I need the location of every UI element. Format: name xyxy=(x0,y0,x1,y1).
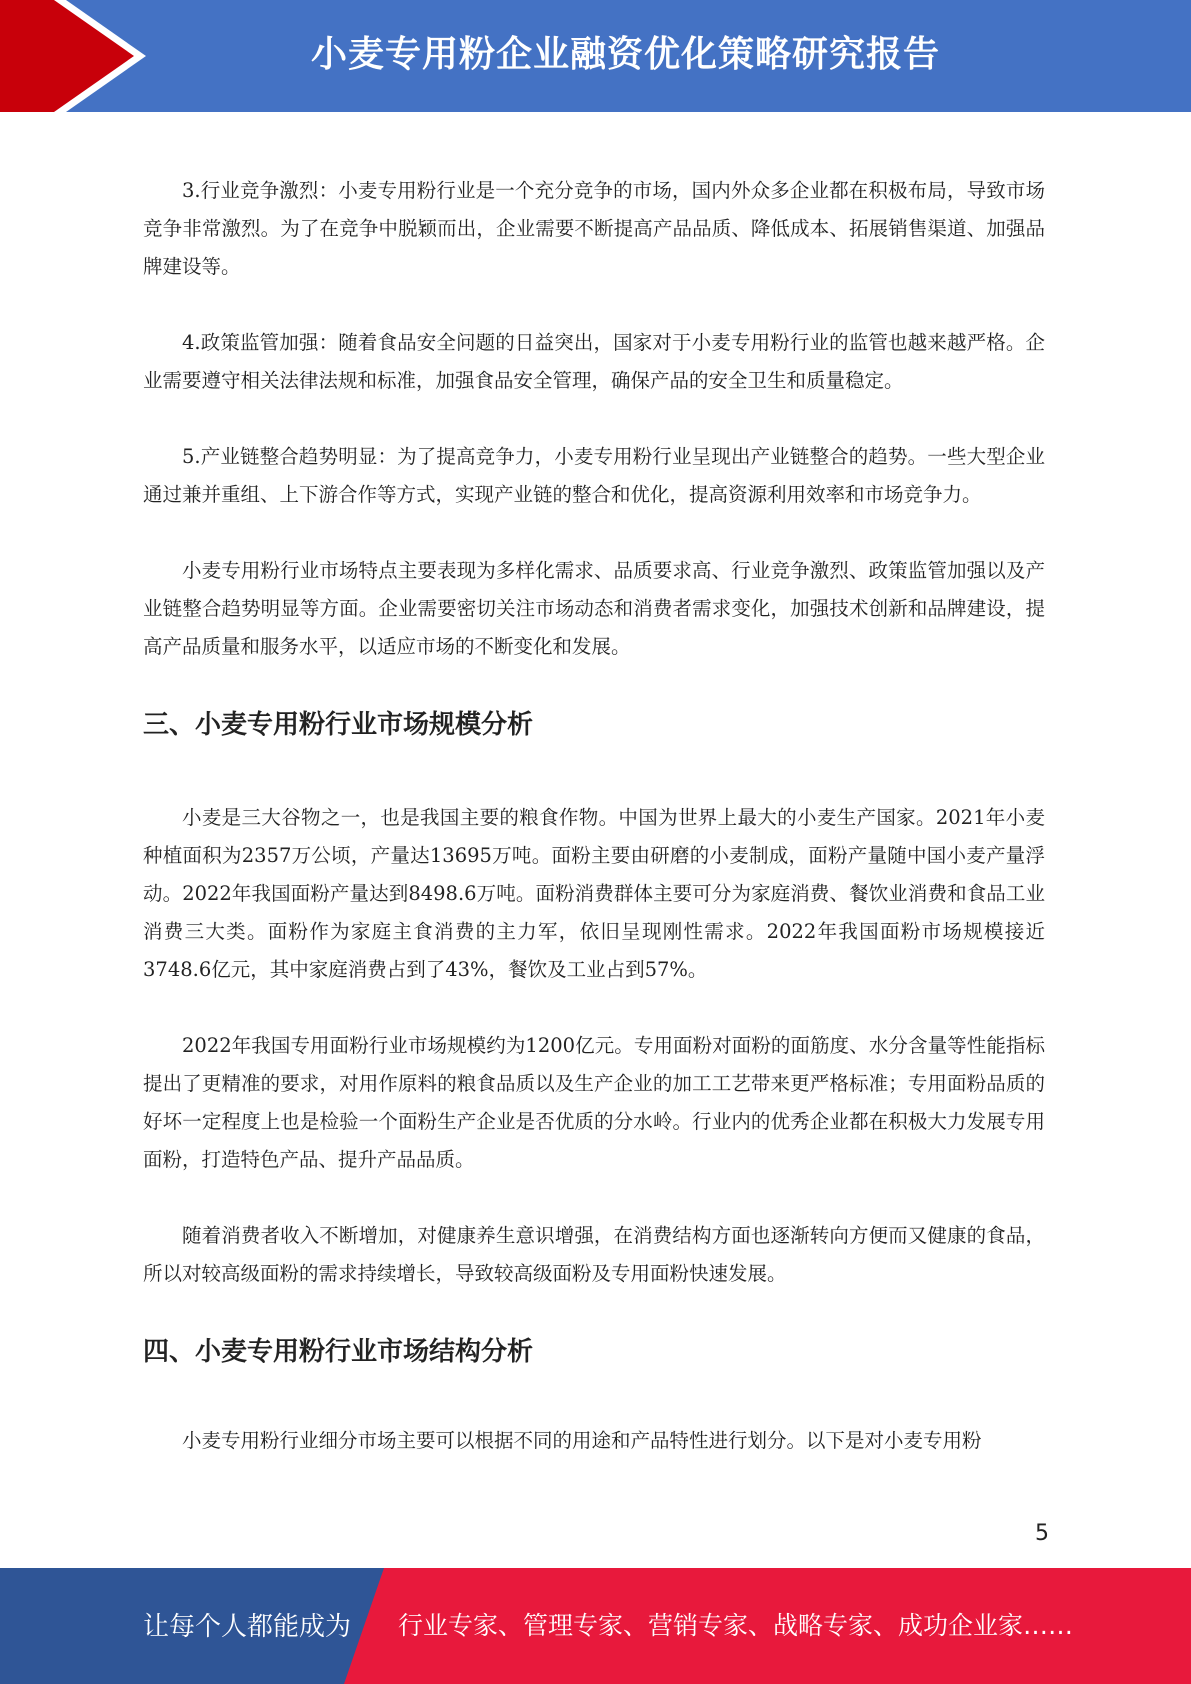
paragraph: 5.产业链整合趋势明显：为了提高竞争力，小麦专用粉行业呈现出产业链整合的趋势。一些大型企业通过兼并重组、上下游合作等方式，实现产业链的整合和优化，提高资源利用效率和市场竞争力。 xyxy=(143,445,1045,506)
paragraph: 3.行业竞争激烈：小麦专用粉行业是一个充分竞争的市场，国内外众多企业都在积极布局，导致市场竞争非常激烈。为了在竞争中脱颖而出，企业需要不断提高产品品质、降低成本、拓展销售渠道、加强品牌建设等。 xyxy=(143,179,1045,278)
section-heading-3: 三、小麦专用粉行业市场规模分析 xyxy=(143,710,534,740)
footer-slogan-right: 行业专家、管理专家、营销专家、战略专家、成功企业家…… xyxy=(398,1611,1074,1640)
chevron-arrow-icon xyxy=(0,0,160,112)
section-heading-4: 四、小麦专用粉行业市场结构分析 xyxy=(143,1337,534,1367)
report-title: 小麦专用粉企业融资优化策略研究报告 xyxy=(310,34,940,75)
paragraph: 小麦是三大谷物之一，也是我国主要的粮食作物。中国为世界上最大的小麦生产国家。2021年小麦种植面积为2357万公顷，产量达13695万吨。面粉主要由研磨的小麦制成，面粉产量随中国小麦产量浮动。2022年我国面粉产量达到8498.6万吨。面粉消费群体主要可分为家庭消费、餐饮业消费和食品工业消费三大类。面粉作为家庭主食消费的主力军，依旧呈现刚性需求。2022年我国面粉市场规模接近3748.6亿元，其中家庭消费占到了43%，餐饮及工业占到57%。 xyxy=(143,806,1045,981)
page-number: 5 xyxy=(1035,1521,1049,1546)
footer-slogan-left: 让每个人都能成为 xyxy=(143,1612,352,1642)
paragraph: 小麦专用粉行业细分市场主要可以根据不同的用途和产品特性进行划分。以下是对小麦专用粉 xyxy=(182,1429,982,1452)
header-banner xyxy=(0,0,1191,112)
paragraph: 2022年我国专用面粉行业市场规模约为1200亿元。专用面粉对面粉的面筋度、水分含量等性能指标提出了更精准的要求，对用作原料的粮食品质以及生产企业的加工工艺带来更严格标准；专用面粉品质的好坏一定程度上也是检验一个面粉生产企业是否优质的分水岭。行业内的优秀企业都在积极大力发展专用面粉，打造特色产品、提升产品品质。 xyxy=(143,1034,1045,1171)
paragraph: 随着消费者收入不断增加，对健康养生意识增强，在消费结构方面也逐渐转向方便而又健康的食品，所以对较高级面粉的需求持续增长，导致较高级面粉及专用面粉快速发展。 xyxy=(143,1224,1045,1285)
page-content xyxy=(143,172,1045,1498)
paragraph: 4.政策监管加强：随着食品安全问题的日益突出，国家对于小麦专用粉行业的监管也越来越严格。企业需要遵守相关法律法规和标准，加强食品安全管理，确保产品的安全卫生和质量稳定。 xyxy=(143,331,1045,392)
paragraph: 小麦专用粉行业市场特点主要表现为多样化需求、品质要求高、行业竞争激烈、政策监管加强以及产业链整合趋势明显等方面。企业需要密切关注市场动态和消费者需求变化，加强技术创新和品牌建设，提高产品质量和服务水平，以适应市场的不断变化和发展。 xyxy=(143,559,1045,658)
footer-banner xyxy=(0,1568,1191,1684)
